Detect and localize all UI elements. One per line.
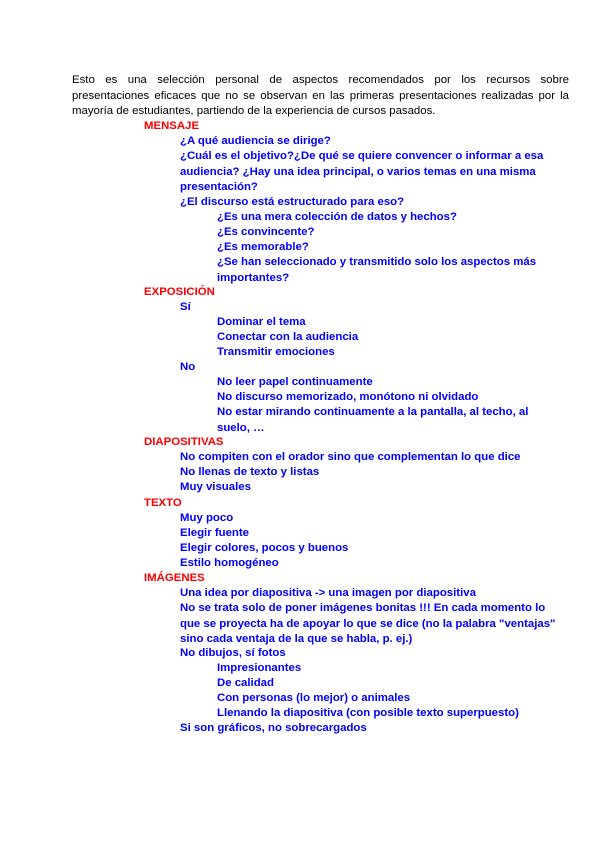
exposicion-si-item: Transmitir emociones — [217, 346, 335, 358]
imagenes-i3: No dibujos, sí fotos — [180, 647, 286, 659]
exposicion-si-item: Dominar el tema — [217, 316, 306, 328]
texto-item: Estilo homogéneo — [180, 557, 279, 569]
exposicion-si-label: Sí — [180, 301, 191, 313]
heading-mensaje: MENSAJE — [144, 120, 200, 132]
imagenes-i2: No se trata solo de poner imágenes bonitas !!! En cada momento lo que se proyecta ha de apoyar lo que se dice (no la palabra "ventajas" sino cada ventaja de la que se habla, p. ej.) — [180, 602, 556, 645]
texto-item: Muy poco — [180, 512, 234, 524]
exposicion-no-item: No discurso memorizado, monótono ni olvidado — [217, 391, 479, 403]
intro-paragraph: Esto es una selección personal de aspectos recomendados por los recursos sobre presentaciones eficaces que no se observan en las primeras presentaciones realizadas por la mayoría de estudiantes, partiendo de la experiencia de cursos pasados. — [72, 74, 569, 117]
imagenes-i3-item: Impresionantes — [217, 662, 302, 674]
heading-exposicion: EXPOSICIÓN — [144, 286, 215, 298]
exposicion-no-item: No estar mirando continuamente a la pantalla, al techo, al suelo, … — [217, 406, 529, 434]
imagenes-i3-item: Llenando la diapositiva (con posible texto superpuesto) — [217, 707, 519, 719]
imagenes-i1: Una idea por diapositiva -> una imagen por diapositiva — [180, 587, 476, 599]
mensaje-q3-item: ¿Es memorable? — [217, 241, 309, 253]
exposicion-no-label: No — [180, 361, 196, 373]
texto-item: Elegir colores, pocos y buenos — [180, 542, 349, 554]
diapositivas-item: No llenas de texto y listas — [180, 466, 320, 478]
imagenes-i4: Si son gráficos, no sobrecargados — [180, 722, 367, 734]
texto-item: Elegir fuente — [180, 527, 249, 539]
mensaje-q3-item: ¿Se han seleccionado y transmitido solo los aspectos más importantes? — [217, 256, 537, 284]
mensaje-q1: ¿A qué audiencia se dirige? — [180, 135, 331, 147]
mensaje-q3: ¿El discurso está estructurado para eso? — [180, 196, 405, 208]
mensaje-q3-item: ¿Es convincente? — [217, 226, 315, 238]
exposicion-si-item: Conectar con la audiencia — [217, 331, 359, 343]
diapositivas-item: No compiten con el orador sino que complementan lo que dice — [180, 451, 521, 463]
heading-texto: TEXTO — [144, 497, 182, 509]
mensaje-q2: ¿Cuál es el objetivo?¿De qué se quiere convencer o informar a esa audiencia? ¿Hay una idea principal, o varios temas en una misma presentación? — [180, 150, 544, 193]
heading-imagenes: IMÁGENES — [144, 572, 205, 584]
imagenes-i3-item: De calidad — [217, 677, 274, 689]
heading-diapositivas: DIAPOSITIVAS — [144, 436, 224, 448]
exposicion-no-item: No leer papel continuamente — [217, 376, 373, 388]
mensaje-q3-item: ¿Es una mera colección de datos y hechos? — [217, 211, 457, 223]
diapositivas-item: Muy visuales — [180, 481, 251, 493]
imagenes-i3-item: Con personas (lo mejor) o animales — [217, 692, 411, 704]
